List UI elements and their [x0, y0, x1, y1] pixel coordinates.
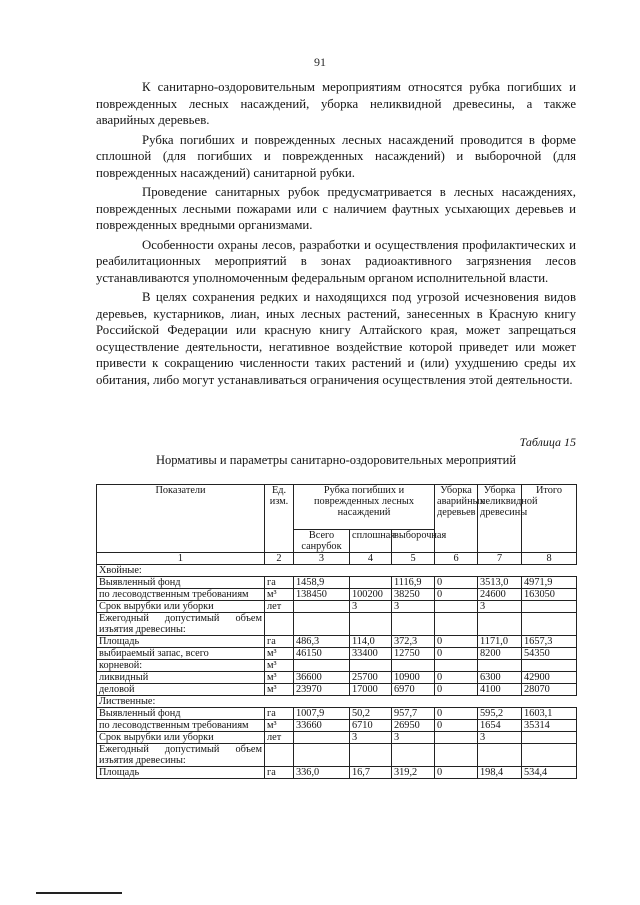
norms-table — [96, 484, 577, 779]
row-label: выбираемый запас, всего — [97, 648, 265, 660]
column-number: 2 — [265, 553, 294, 565]
table-cell: 6300 — [478, 672, 522, 684]
table-cell — [294, 601, 350, 613]
table-cell: га — [265, 708, 294, 720]
table-cell: 36600 — [294, 672, 350, 684]
table-cell: 1458,9 — [294, 577, 350, 589]
table-cell: 1116,9 — [392, 577, 435, 589]
row-label: Ежегодный допустимый объем изъятия древесины: — [97, 744, 265, 767]
table-row — [97, 744, 577, 767]
row-label: деловой — [97, 684, 265, 696]
table-cell — [294, 660, 350, 672]
table-cell: 1657,3 — [522, 636, 577, 648]
table-cell — [265, 613, 294, 636]
table-label: Таблица 15 — [519, 435, 576, 449]
column-number: 1 — [97, 553, 265, 565]
table-cell: 0 — [435, 636, 478, 648]
table-cell — [478, 660, 522, 672]
row-label: Площадь — [97, 636, 265, 648]
section-label: Лиственные: — [97, 696, 577, 708]
header-total: Итого — [522, 485, 577, 553]
body-text — [96, 79, 576, 391]
table-title: Нормативы и параметры санитарно-оздоровительных мероприятий — [155, 453, 517, 467]
table-cell — [350, 744, 392, 767]
header-clear-felling: сплошная — [350, 530, 392, 553]
paragraph: Рубка погибших и поврежденных лесных насаждений проводится в форме сплошной (для погибших и поврежденных насаждений) и выборочной (для поврежденных насаждений) санитарной рубки. — [96, 132, 576, 180]
table-cell — [392, 744, 435, 767]
row-label: Площадь — [97, 767, 265, 779]
table-cell: га — [265, 636, 294, 648]
table-cell: 0 — [435, 720, 478, 732]
table-cell — [350, 577, 392, 589]
paragraph: К санитарно-оздоровительным мероприятиям относятся рубка погибших и поврежденных лесных насаждений, уборка неликвидной древесины, а также аварийных деревьев. — [96, 80, 576, 127]
table-cell: 4971,9 — [522, 577, 577, 589]
table-cell: 6970 — [392, 684, 435, 696]
column-number: 8 — [522, 553, 577, 565]
table-row — [97, 589, 577, 601]
paragraph: Проведение санитарных рубок предусматривается в лесных насаждениях, поврежденных лесными пожарами или с наличием фаутных усыхающих деревьев и поврежденных вредными организмами. — [96, 185, 576, 232]
column-number: 6 — [435, 553, 478, 565]
table-row — [97, 732, 577, 744]
section-row — [97, 565, 577, 577]
table-cell: 595,2 — [478, 708, 522, 720]
header-selective-felling: выборочная — [392, 530, 435, 553]
table-cell — [522, 744, 577, 767]
paragraph: Особенности охраны лесов, разработки и осуществления профилактических и реабилитационных мероприятий в зонах радиоактивного загрязнения лесов устанавливаются уполномоченным федеральным органом исполнительной власти. — [96, 237, 576, 285]
table-cell: 23970 — [294, 684, 350, 696]
table-cell — [392, 660, 435, 672]
table-cell: 8200 — [478, 648, 522, 660]
column-number-row — [97, 553, 577, 565]
section-row — [97, 696, 577, 708]
page-number: 91 — [314, 55, 326, 69]
table-cell: га — [265, 767, 294, 779]
table-cell: 163050 — [522, 589, 577, 601]
table-cell: 100200 — [350, 589, 392, 601]
row-label: Ежегодный допустимый объем изъятия древесины: — [97, 613, 265, 636]
column-number: 7 — [478, 553, 522, 565]
table-cell: 3 — [392, 601, 435, 613]
table-cell: 319,2 — [392, 767, 435, 779]
table-cell: 50,2 — [350, 708, 392, 720]
table-cell — [350, 613, 392, 636]
table-cell: 25700 — [350, 672, 392, 684]
row-label: Выявленный фонд — [97, 708, 265, 720]
table-cell: 6710 — [350, 720, 392, 732]
table-cell — [294, 744, 350, 767]
table-cell — [294, 613, 350, 636]
section-label: Хвойные: — [97, 565, 577, 577]
table-cell — [478, 744, 522, 767]
table-cell — [478, 613, 522, 636]
row-label: Срок вырубки или уборки — [97, 732, 265, 744]
table-cell: 46150 — [294, 648, 350, 660]
table-cell: 3 — [392, 732, 435, 744]
row-label: по лесоводственным требованиям — [97, 589, 265, 601]
table-cell: 17000 — [350, 684, 392, 696]
table-cell: 486,3 — [294, 636, 350, 648]
paragraph: В целях сохранения редких и находящихся под угрозой исчезновения видов деревьев, кустарников, лиан, иных лесных растений, занесенных в Красную книгу Российской Федерации или красную книгу Алтайского края, может запрещаться осуществление деятельности, негативное воздействие которой приведет или может привести к сокращению численности таких растений и (или) ухудшению среды их обитания, либо могут устанавливаться ограничения осуществления этой деятельности. — [96, 290, 576, 387]
table-cell: м³ — [265, 648, 294, 660]
table-cell: 38250 — [392, 589, 435, 601]
table-cell: 0 — [435, 684, 478, 696]
header-unusable-wood: Уборка неликвидной древесины — [478, 485, 522, 553]
table-cell — [522, 601, 577, 613]
table-row — [97, 636, 577, 648]
table-cell: га — [265, 577, 294, 589]
table-cell: 28070 — [522, 684, 577, 696]
table-cell: 3 — [478, 732, 522, 744]
table-row — [97, 648, 577, 660]
table-cell: 372,3 — [392, 636, 435, 648]
header-indicators: Показатели — [97, 485, 265, 553]
table-cell: 3 — [350, 732, 392, 744]
row-label: корневой: — [97, 660, 265, 672]
table-cell: 198,4 — [478, 767, 522, 779]
row-label: Выявленный фонд — [97, 577, 265, 589]
column-number: 4 — [350, 553, 392, 565]
table-cell: 0 — [435, 577, 478, 589]
table-cell: 3 — [478, 601, 522, 613]
column-number: 5 — [392, 553, 435, 565]
table-cell: 534,4 — [522, 767, 577, 779]
table-cell — [265, 744, 294, 767]
table-cell: 12750 — [392, 648, 435, 660]
table-cell: 138450 — [294, 589, 350, 601]
table-cell — [435, 660, 478, 672]
table-cell: 1171,0 — [478, 636, 522, 648]
table-cell: 10900 — [392, 672, 435, 684]
table-row — [97, 720, 577, 732]
table-cell: 336,0 — [294, 767, 350, 779]
table-cell: 33400 — [350, 648, 392, 660]
table-cell: 33660 — [294, 720, 350, 732]
table-cell: 42900 — [522, 672, 577, 684]
table-cell — [294, 732, 350, 744]
table-row — [97, 767, 577, 779]
table-cell: 26950 — [392, 720, 435, 732]
table-cell: м³ — [265, 672, 294, 684]
table-cell: 114,0 — [350, 636, 392, 648]
header-unit: Ед. изм. — [265, 485, 294, 553]
table-cell: м³ — [265, 589, 294, 601]
table-cell: 54350 — [522, 648, 577, 660]
table-body — [97, 553, 577, 779]
table-cell: 0 — [435, 648, 478, 660]
table-cell — [522, 660, 577, 672]
table-cell: 0 — [435, 767, 478, 779]
table-cell: 24600 — [478, 589, 522, 601]
table-row — [97, 708, 577, 720]
table-row — [97, 672, 577, 684]
table-cell: 0 — [435, 589, 478, 601]
header-emergency-trees: Уборка аварийных деревьев — [435, 485, 478, 553]
table-row — [97, 577, 577, 589]
table-cell: 1007,9 — [294, 708, 350, 720]
column-number: 3 — [294, 553, 350, 565]
row-label: по лесоводственным требованиям — [97, 720, 265, 732]
table-cell: м³ — [265, 720, 294, 732]
table-cell: 1603,1 — [522, 708, 577, 720]
table-cell — [392, 613, 435, 636]
table-cell: 1654 — [478, 720, 522, 732]
table-cell — [435, 732, 478, 744]
header-total-felling: Всего санрубок — [294, 530, 350, 553]
table-cell: 0 — [435, 672, 478, 684]
table-cell — [350, 660, 392, 672]
table-cell: 3 — [350, 601, 392, 613]
table-cell: 35314 — [522, 720, 577, 732]
row-label: Срок вырубки или уборки — [97, 601, 265, 613]
table-cell: 3513,0 — [478, 577, 522, 589]
table-cell: 16,7 — [350, 767, 392, 779]
table-cell — [435, 744, 478, 767]
table-row — [97, 613, 577, 636]
header-felling-group: Рубка погибших и поврежденных лесных насаждений — [294, 485, 435, 530]
table-cell: 0 — [435, 708, 478, 720]
table-cell: лет — [265, 732, 294, 744]
table-cell: 957,7 — [392, 708, 435, 720]
table-row — [97, 660, 577, 672]
table-cell — [522, 613, 577, 636]
table-cell — [522, 732, 577, 744]
table-cell: лет — [265, 601, 294, 613]
row-label: ликвидный — [97, 672, 265, 684]
table-cell — [435, 601, 478, 613]
table-cell: 4100 — [478, 684, 522, 696]
table-cell — [435, 613, 478, 636]
footer-rule — [36, 892, 122, 894]
table-row — [97, 601, 577, 613]
table-cell: м³ — [265, 660, 294, 672]
table-row — [97, 684, 577, 696]
table-cell: м³ — [265, 684, 294, 696]
